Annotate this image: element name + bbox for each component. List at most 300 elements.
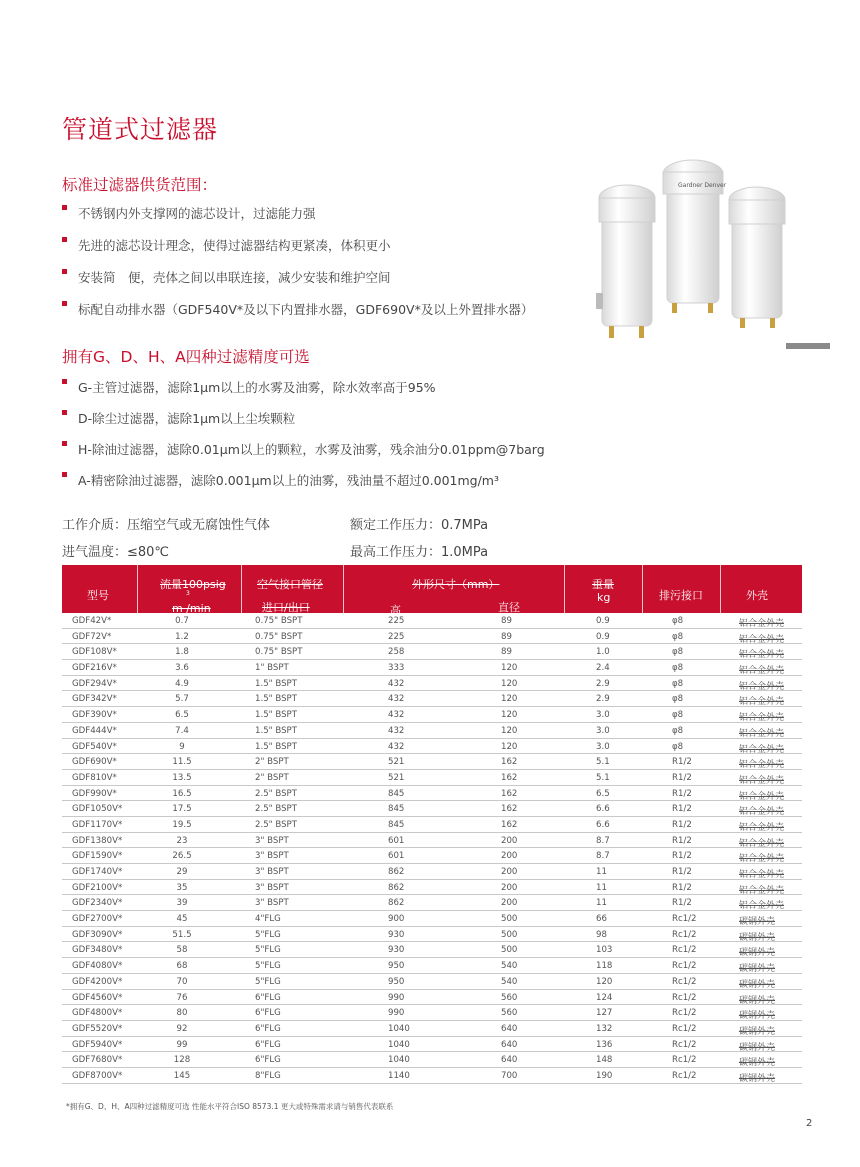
cell-height: 1040 [388,1055,410,1066]
bullet-square-icon [62,441,67,446]
cell-flow: 45 [176,914,188,925]
cell-weight: 0.9 [596,631,610,642]
cell-diameter: 700 [501,1070,518,1081]
cell-flow: 39 [176,898,188,909]
table-row [62,911,802,927]
table-row [62,739,802,755]
supply-range-list [62,204,533,332]
bullet-square-icon [62,269,67,274]
cell-shell: 铝合金外壳 [739,681,785,692]
cell-weight: 103 [596,945,613,956]
cell-shell: 铝合金外壳 [739,870,785,880]
cell-model: GDF390V* [72,710,117,721]
cell-drain: Rc1/2 [672,976,697,987]
cell-shell: 铝合金外壳 [739,822,785,833]
cell-model: GDF5520V* [72,1023,123,1034]
cell-connection: 2.5" BSPT [255,804,297,815]
cell-drain: Rc1/2 [672,1039,697,1050]
cell-weight: 124 [596,992,613,1003]
table-row [62,817,802,833]
cell-height: 990 [388,992,405,1003]
cell-height: 601 [388,835,405,846]
spec-max-pressure: 最高工作压力：1.0MPa [350,545,489,560]
cell-weight: 148 [596,1055,613,1066]
cell-connection: 6"FLG [255,1055,281,1066]
cell-flow: 29 [176,867,188,877]
cell-drain: R1/2 [672,772,692,783]
cell-flow: 92 [176,1023,188,1034]
cell-weight: 132 [596,1023,613,1034]
cell-height: 862 [388,867,405,877]
header-dimensions: 外形尺寸（mm） [412,578,500,591]
bullet-square-icon [62,237,67,242]
cell-model: GDF4560V* [72,992,123,1003]
cell-model: GDF2100V* [72,882,123,893]
table-row [62,754,802,770]
cell-connection: 2.5" BSPT [255,788,297,799]
table-row [62,958,802,974]
table-row [62,1037,802,1053]
page-title: 管道式过滤器 [62,115,219,144]
cell-model: GDF7680V* [72,1055,123,1066]
cell-connection: 8"FLG [255,1070,281,1081]
cell-shell: 碳钢外壳 [739,1073,776,1084]
cell-diameter: 162 [501,804,518,815]
cell-height: 333 [388,663,405,674]
footnote: *拥有G、D、H、A四种过滤精度可选 性能水平符合ISO 8573.1 更大或特殊需求请与销售代表联系 [66,1102,394,1111]
cell-flow: 1.2 [175,631,189,642]
cell-shell: 铝合金外壳 [739,807,785,818]
cell-height: 225 [388,616,405,626]
header-connection-sub: 进口/出口 [262,601,310,614]
cell-diameter: 560 [501,992,518,1003]
cell-connection: 0.75" BSPT [255,631,303,642]
cell-flow: 99 [176,1039,188,1050]
cell-shell: 碳钢外壳 [739,917,776,928]
cell-weight: 6.6 [596,804,610,815]
cell-diameter: 640 [501,1055,518,1066]
cell-shell: 铝合金外壳 [739,885,785,896]
spec-pressure: 额定工作压力：0.7MPa [350,518,489,533]
cell-height: 1040 [388,1023,410,1034]
cell-diameter: 500 [501,929,518,940]
cell-shell: 铝合金外壳 [739,666,785,677]
cell-drain: R1/2 [672,898,692,909]
cell-connection: 5"FLG [255,929,281,940]
cell-model: GDF540V* [72,741,117,752]
table-row [62,644,802,660]
list-item: 先进的滤芯设计理念，使得过滤器结构更紧凑，体积更小 [62,236,533,268]
cell-drain: Rc1/2 [672,945,697,956]
cell-height: 432 [388,678,405,689]
cell-connection: 0.75" BSPT [255,647,303,658]
header-flow-unit-sup: 3 [186,590,190,597]
cell-connection: 2.5" BSPT [255,819,297,830]
cell-connection: 1.5" BSPT [255,678,297,689]
table-row [62,974,802,990]
cell-weight: 66 [596,914,607,925]
cell-shell: 铝合金外壳 [739,744,785,755]
cell-flow: 9 [179,741,185,752]
cell-connection: 5"FLG [255,976,281,987]
cell-flow: 23 [176,835,188,846]
cell-weight: 8.7 [596,835,610,846]
cell-connection: 4"FLG [255,914,281,925]
table-row [62,1052,802,1068]
cell-shell: 铝合金外壳 [739,838,785,849]
cell-diameter: 200 [501,851,518,862]
cell-flow: 26.5 [172,851,192,862]
cell-connection: 1" BSPT [255,663,289,674]
cell-model: GDF72V* [72,631,112,642]
table-row [62,660,802,676]
header-flow-unit: m /min [172,602,211,615]
cell-connection: 3" BSPT [255,898,289,909]
spec-medium: 工作介质：压缩空气或无腐蚀性气体 [62,518,271,533]
cell-weight: 0.9 [596,616,610,626]
cell-flow: 13.5 [172,772,192,783]
cell-connection: 1.5" BSPT [255,694,297,705]
cell-model: GDF342V* [72,694,117,705]
list-item: 安装简 便，壳体之间以串联连接，减少安装和维护空间 [62,268,533,300]
cell-height: 225 [388,631,405,642]
cell-model: GDF690V* [72,757,117,768]
table-row [62,723,802,739]
page-number: 2 [806,1118,813,1129]
cell-connection: 6"FLG [255,1039,281,1050]
cell-shell: 碳钢外壳 [739,1042,776,1053]
cell-diameter: 89 [501,631,512,642]
cell-flow: 1.8 [175,647,189,658]
bullet-square-icon [62,379,67,384]
cell-weight: 5.1 [596,757,610,768]
table-header [62,565,802,617]
cell-drain: φ8 [672,725,684,736]
cell-model: GDF990V* [72,788,117,799]
cell-diameter: 162 [501,757,518,768]
cell-weight: 98 [596,929,607,940]
cell-diameter: 120 [501,741,518,752]
cell-drain: Rc1/2 [672,1023,697,1034]
cell-connection: 6"FLG [255,1008,281,1019]
cell-shell: 碳钢外壳 [739,1026,776,1037]
cell-height: 900 [388,914,405,925]
cell-drain: Rc1/2 [672,992,697,1003]
cell-drain: φ8 [672,710,684,721]
cell-drain: R1/2 [672,804,692,815]
cell-flow: 0.7 [175,616,189,626]
cell-model: GDF3480V* [72,945,123,956]
cell-shell: 碳钢外壳 [739,979,776,990]
cell-shell: 铝合金外壳 [739,901,785,912]
cell-shell: 碳钢外壳 [739,964,776,975]
cell-diameter: 560 [501,1008,518,1019]
cell-model: GDF5940V* [72,1039,123,1050]
cell-model: GDF2340V* [72,898,123,909]
cell-flow: 7.4 [175,725,189,736]
cell-shell: 碳钢外壳 [739,932,776,943]
header-weight: 重量 [592,578,614,591]
cell-diameter: 120 [501,710,518,721]
cell-weight: 2.9 [596,678,610,689]
cell-height: 845 [388,804,405,815]
cell-height: 432 [388,741,405,752]
cell-drain: R1/2 [672,819,692,830]
cell-connection: 3" BSPT [255,882,289,893]
cell-shell: 铝合金外壳 [739,760,785,771]
cell-connection: 3" BSPT [255,867,289,877]
cell-height: 432 [388,725,405,736]
cell-height: 950 [388,976,405,987]
cell-connection: 1.5" BSPT [255,725,297,736]
cell-weight: 6.5 [596,788,610,799]
cell-connection: 3" BSPT [255,835,289,846]
cell-flow: 19.5 [172,819,192,830]
cell-model: GDF108V* [72,647,117,658]
list-item: 标配自动排水器（GDF540V*及以下内置排水器，GDF690V*及以上外置排水器） [62,300,533,332]
cell-height: 862 [388,898,405,909]
cell-connection: 5"FLG [255,961,281,972]
cell-model: GDF216V* [72,663,117,674]
spec-temperature: 进气温度：≤80℃ [62,545,170,560]
cell-model: GDF1590V* [72,851,123,862]
table-row [62,864,802,880]
cell-flow: 128 [173,1055,191,1066]
cell-diameter: 200 [501,882,518,893]
cell-diameter: 89 [501,616,512,626]
cell-flow: 4.9 [175,678,189,689]
table-row [62,676,802,692]
cell-shell: 铝合金外壳 [739,634,785,645]
header-drain: 排污接口 [659,589,703,602]
cell-model: GDF294V* [72,678,117,689]
cell-connection: 5"FLG [255,945,281,956]
cell-weight: 6.6 [596,819,610,830]
cell-model: GDF4200V* [72,976,123,987]
table-row [62,707,802,723]
cell-weight: 118 [596,961,613,972]
precision-list [62,378,545,502]
cell-drain: Rc1/2 [672,1055,697,1066]
decorative-bar [786,343,830,349]
cell-model: GDF1050V* [72,804,123,815]
list-item: H-除油过滤器，滤除0.01μm以上的颗粒，水雾及油雾，残余油分0.01ppm@7barg [62,440,545,471]
cell-drain: φ8 [672,631,684,642]
header-diameter: 直径 [498,601,520,614]
cell-drain: R1/2 [672,882,692,893]
cell-flow: 80 [176,1008,188,1019]
cell-height: 930 [388,929,405,940]
cell-weight: 127 [596,1008,613,1019]
cell-height: 845 [388,819,405,830]
table-row [62,1021,802,1037]
cell-connection: 6"FLG [255,1023,281,1034]
cell-connection: 2" BSPT [255,757,289,768]
cell-drain: φ8 [672,678,684,689]
cell-weight: 190 [596,1070,613,1081]
cell-drain: Rc1/2 [672,961,697,972]
cell-shell: 铝合金外壳 [739,619,785,629]
bullet-square-icon [62,301,67,306]
cell-weight: 11 [596,867,607,877]
cell-diameter: 200 [501,867,518,877]
cell-drain: Rc1/2 [672,1070,697,1081]
cell-diameter: 200 [501,898,518,909]
cell-diameter: 500 [501,945,518,956]
cell-flow: 51.5 [172,929,192,940]
cell-model: GDF1740V* [72,867,123,877]
cell-drain: φ8 [672,647,684,658]
cell-model: GDF1170V* [72,819,123,830]
cell-model: GDF444V* [72,725,117,736]
table-row [62,691,802,707]
table-row [62,1005,802,1021]
table-row [62,927,802,943]
cell-shell: 碳钢外壳 [739,1011,776,1022]
cell-flow: 6.5 [175,710,189,721]
table-row [62,801,802,817]
cell-diameter: 640 [501,1039,518,1050]
cell-model: GDF42V* [72,616,112,626]
cell-diameter: 540 [501,961,518,972]
cell-drain: R1/2 [672,835,692,846]
cell-drain: φ8 [672,741,684,752]
cell-flow: 11.5 [172,757,192,768]
cell-shell: 碳钢外壳 [739,1058,776,1069]
cell-drain: φ8 [672,663,684,674]
cell-flow: 35 [176,882,188,893]
bullet-square-icon [62,472,67,477]
svg-text:Gardner Denver: Gardner Denver [678,182,727,189]
bullet-square-icon [62,205,67,210]
cell-diameter: 500 [501,914,518,925]
list-item: D-除尘过滤器，滤除1μm以上尘埃颗粒 [62,409,545,440]
cell-height: 930 [388,945,405,956]
header-flow: 流量100psig [160,578,226,591]
cell-weight: 11 [596,898,607,909]
cell-flow: 76 [176,992,188,1003]
cell-drain: Rc1/2 [672,929,697,940]
cell-flow: 17.5 [172,804,192,815]
cell-drain: φ8 [672,616,684,626]
table-row [62,880,802,896]
cell-height: 845 [388,788,405,799]
cell-height: 601 [388,851,405,862]
cell-shell: 铝合金外壳 [739,697,785,708]
cell-model: GDF3090V* [72,929,123,940]
cell-drain: R1/2 [672,757,692,768]
cell-shell: 铝合金外壳 [739,713,785,724]
cell-connection: 1.5" BSPT [255,710,297,721]
cell-shell: 铝合金外壳 [739,854,785,865]
cell-connection: 3" BSPT [255,851,289,862]
header-height: 高 [390,604,401,617]
bullet-square-icon [62,410,67,415]
table-row [62,895,802,911]
table-row [62,942,802,958]
cell-height: 990 [388,1008,405,1019]
cell-model: GDF1380V* [72,835,123,846]
cell-drain: Rc1/2 [672,914,697,925]
cell-diameter: 162 [501,772,518,783]
header-weight-unit: kg [597,591,611,604]
cell-weight: 2.9 [596,694,610,705]
list-item: A-精密除油过滤器，滤除0.001μm以上的油雾，残油量不超过0.001mg/m³ [62,471,545,502]
cell-flow: 5.7 [175,694,189,705]
cell-connection: 2" BSPT [255,772,289,783]
table-row [62,848,802,864]
supply-range-heading: 标准过滤器供货范围： [62,176,218,194]
cell-diameter: 120 [501,678,518,689]
filter-product-image [592,158,812,343]
cell-diameter: 89 [501,647,512,658]
cell-height: 950 [388,961,405,972]
cell-diameter: 120 [501,694,518,705]
cell-shell: 铝合金外壳 [739,791,785,802]
cell-weight: 3.0 [596,741,610,752]
cell-weight: 3.0 [596,710,610,721]
cell-weight: 8.7 [596,851,610,862]
cell-weight: 2.4 [596,663,610,674]
cell-weight: 11 [596,882,607,893]
cell-drain: Rc1/2 [672,1008,697,1019]
cell-drain: R1/2 [672,867,692,877]
table-row [62,770,802,786]
cell-weight: 3.0 [596,725,610,736]
header-connection: 空气接口管径 [257,578,323,591]
table-row [62,613,802,629]
header-shell: 外壳 [746,589,768,602]
cell-weight: 1.0 [596,647,610,658]
cell-shell: 铝合金外壳 [739,728,785,739]
list-item: G-主管过滤器，滤除1μm以上的水雾及油雾，除水效率高于95% [62,378,545,409]
cell-height: 1140 [388,1070,410,1081]
cell-diameter: 162 [501,788,518,799]
cell-shell: 碳钢外壳 [739,995,776,1006]
cell-weight: 120 [596,976,613,987]
cell-shell: 铝合金外壳 [739,650,785,661]
header-model: 型号 [87,589,109,602]
cell-weight: 136 [596,1039,613,1050]
table-row [62,629,802,645]
cell-diameter: 200 [501,835,518,846]
spec-table-body [62,613,802,1084]
cell-height: 432 [388,694,405,705]
cell-model: GDF4800V* [72,1008,123,1019]
cell-diameter: 120 [501,663,518,674]
cell-model: GDF8700V* [72,1070,123,1081]
cell-diameter: 540 [501,976,518,987]
table-row [62,833,802,849]
list-item: 不锈钢内外支撑网的滤芯设计，过滤能力强 [62,204,533,236]
cell-height: 521 [388,757,405,768]
cell-drain: R1/2 [672,851,692,862]
cell-flow: 68 [176,961,188,972]
cell-flow: 58 [176,945,188,956]
cell-connection: 6"FLG [255,992,281,1003]
cell-height: 862 [388,882,405,893]
cell-diameter: 162 [501,819,518,830]
cell-flow: 70 [176,976,188,987]
cell-diameter: 120 [501,725,518,736]
table-row [62,990,802,1006]
table-row [62,1068,802,1084]
cell-connection: 0.75" BSPT [255,616,303,626]
cell-height: 432 [388,710,405,721]
cell-model: GDF2700V* [72,914,123,925]
cell-connection: 1.5" BSPT [255,741,297,752]
cell-height: 521 [388,772,405,783]
